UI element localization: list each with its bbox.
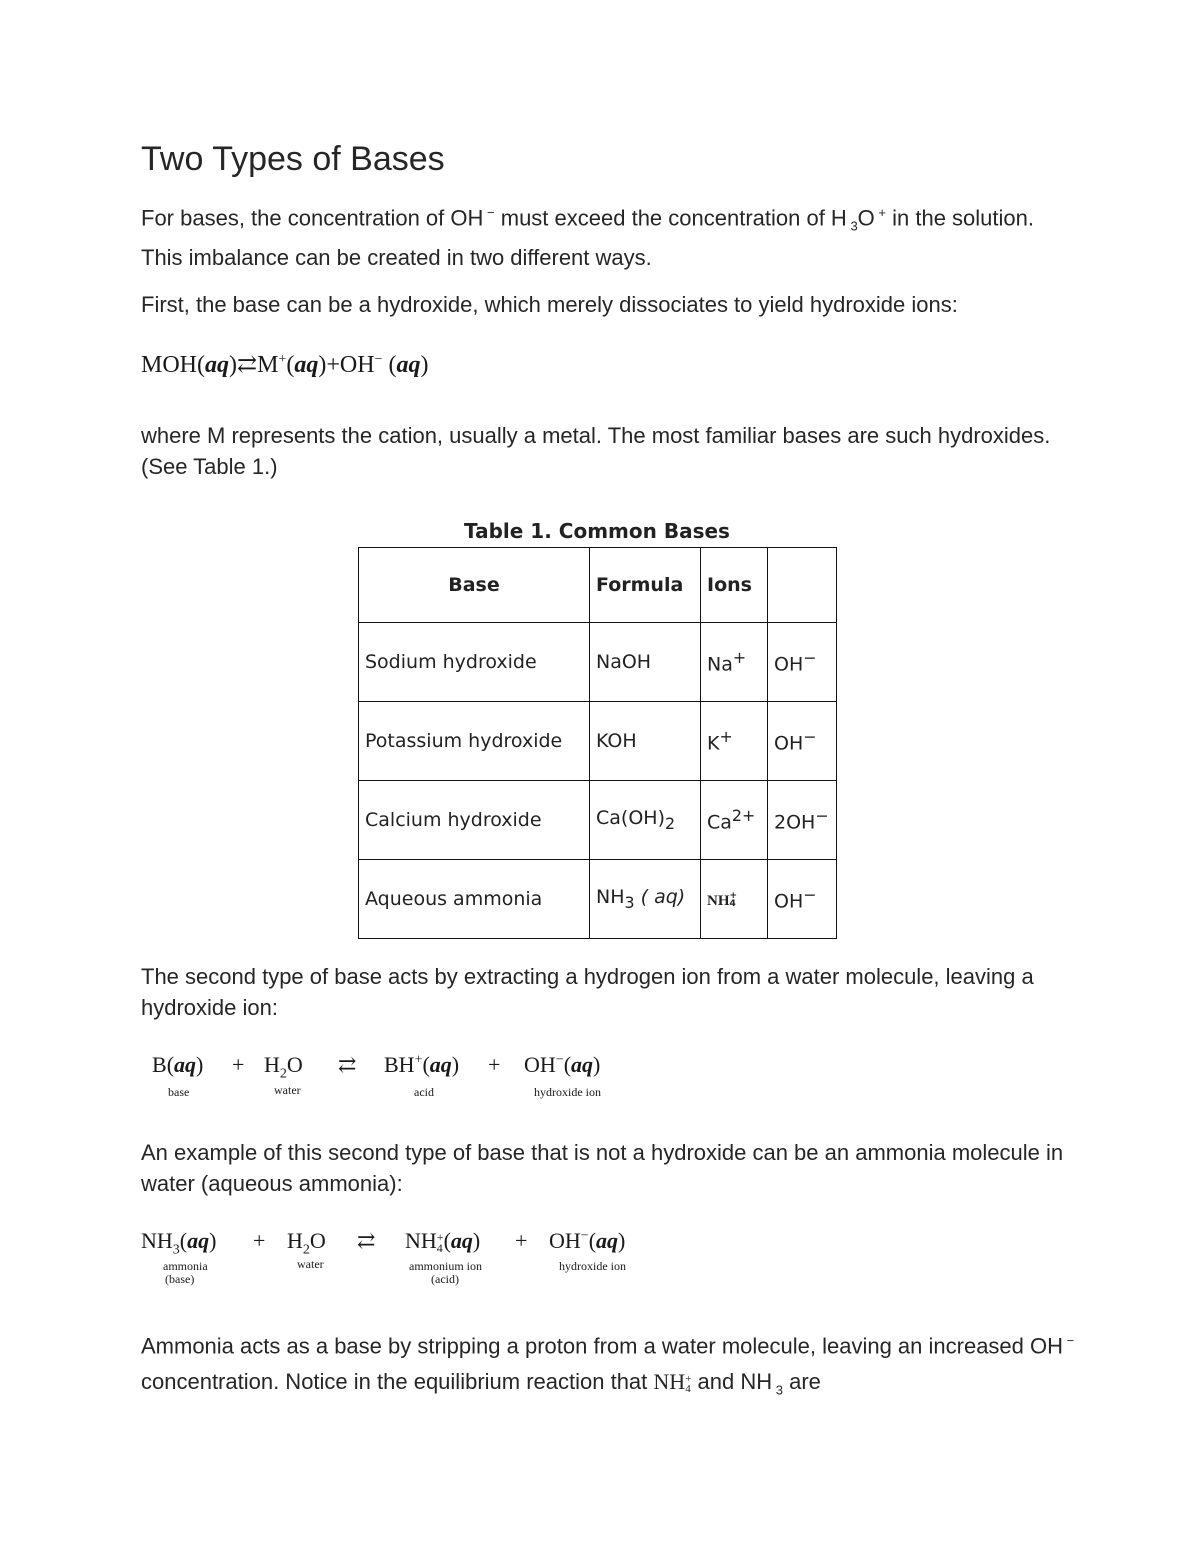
ion-sup: + [729, 890, 738, 901]
ion-sub: 4 [729, 898, 736, 909]
eq-sup: − [580, 1228, 589, 1244]
ion-text: Ca [707, 811, 732, 834]
eq-oh: OH [524, 1052, 556, 1077]
table-row [359, 623, 837, 702]
cell-formula [590, 623, 701, 702]
cell-ion1 [701, 781, 768, 860]
eq-aq: aq [396, 352, 421, 378]
eq3-oh-group: OH−(aq) [549, 1228, 626, 1253]
cell-ion2 [768, 781, 837, 860]
nh4-sub: 4 [685, 1383, 691, 1396]
table-row [359, 702, 837, 781]
eq2-b-group: B(aq) [152, 1052, 204, 1077]
text: must exceed the concentration of H [494, 205, 847, 231]
eq-aq: aq [429, 1052, 452, 1077]
table-row [359, 781, 837, 860]
eq-nh: NH [141, 1228, 173, 1253]
eq-plus: + [326, 352, 340, 378]
cell-formula [590, 702, 701, 781]
formula-text: Ca(OH) [596, 807, 665, 830]
eq-sub: 3 [172, 1242, 180, 1258]
header-empty [768, 548, 837, 623]
equation-hydroxide-dissociation: MOH(aq)⇄M+(aq)+OH− (aq) [141, 352, 429, 378]
eq2-water [264, 1052, 303, 1082]
eq-sup: + [414, 1052, 423, 1068]
eq-sup: + [278, 352, 287, 367]
label-ammonia: ammonia [163, 1259, 208, 1273]
cell-ion1 [701, 860, 768, 939]
inline-nh4 [653, 1369, 691, 1394]
table-caption: Table 1. Common Bases [464, 519, 730, 543]
eq-h: H [287, 1228, 303, 1253]
eq-sup: − [374, 352, 383, 367]
eq2-bh-group: BH+(aq) [384, 1052, 460, 1077]
label-base: (base) [165, 1272, 195, 1286]
eq-sup: − [555, 1052, 564, 1068]
nh4-sup: + [685, 1373, 692, 1386]
formula-text: KOH [596, 730, 637, 752]
eq-o: O [286, 1052, 303, 1077]
eq-plus: + [253, 1228, 266, 1253]
equilibrium-arrow-icon: ⇄ [338, 1052, 357, 1077]
eq-o: O [309, 1228, 326, 1253]
eq-sub: 2 [302, 1242, 310, 1258]
table-header-row [359, 548, 837, 623]
cell-base: Calcium hydroxide [359, 781, 590, 860]
equilibrium-arrow-icon: ⇄ [237, 352, 258, 378]
table-row [359, 860, 837, 939]
common-bases-table [358, 547, 837, 939]
formula-text: NH [596, 886, 625, 909]
cell-base: Aqueous ammonia [359, 860, 590, 939]
ion-text: OH [774, 732, 804, 755]
paragraph-second-type: The second type of base acts by extracting a hydrogen ion from a water molecule, leaving a hydroxide ion: [141, 964, 1034, 1020]
cell-ion1 [701, 623, 768, 702]
paragraph-intro [141, 197, 1081, 273]
paragraph-cation: where M represents the cation, usually a metal. The most familiar bases are such hydroxides. (See Table 1.) [141, 423, 1051, 479]
text: O [857, 205, 875, 231]
eq-aq: aq [294, 352, 319, 378]
formula-tail: ( aq) [634, 886, 686, 909]
equation-base-water [152, 1052, 632, 1102]
cell-ion2 [768, 702, 837, 781]
ion-text: NH [707, 893, 730, 909]
eq-sup: + [436, 1229, 444, 1244]
text: are [782, 1369, 821, 1395]
paragraph-first-type: First, the base can be a hydroxide, which merely dissociates to yield hydroxide ions: [141, 292, 958, 317]
ion-text: OH [774, 653, 804, 676]
label-water: water [274, 1083, 301, 1097]
formula-sub: 2 [664, 813, 676, 833]
label-ammonium-ion: ammonium ion [409, 1259, 482, 1273]
ion-sup: + [732, 648, 747, 668]
cell-base: Sodium hydroxide [359, 623, 590, 702]
cell-ion1 [701, 702, 768, 781]
ion-sup: + [719, 727, 733, 747]
header-ions: Ions [701, 548, 768, 623]
nh4-text: NH [653, 1369, 686, 1395]
ion-sup: − [803, 885, 817, 905]
cell-formula [590, 860, 701, 939]
superscript: − [483, 205, 495, 220]
eq-aq: aq [187, 1228, 210, 1253]
text: in the solution. This imbalance can be created in two different ways. [141, 205, 1034, 270]
eq3-water [287, 1228, 326, 1258]
ion-sup: − [815, 806, 829, 826]
superscript: + [874, 205, 887, 220]
eq-aq: aq [174, 1052, 197, 1077]
eq-oh: OH [549, 1228, 581, 1253]
label-acid: (acid) [431, 1272, 459, 1286]
eq-aq: aq [205, 352, 230, 378]
eq-b: B [152, 1052, 167, 1077]
eq-nh: NH [405, 1228, 437, 1253]
label-water: water [297, 1257, 324, 1271]
ion-text: OH [774, 890, 804, 913]
ion-text: 2OH [774, 811, 816, 834]
text: Ammonia acts as a base by stripping a proton from a water molecule, leaving an increased OH [141, 1333, 1064, 1359]
cell-ion2 [768, 623, 837, 702]
superscript: − [1063, 1333, 1075, 1348]
header-base: Base [359, 548, 590, 623]
header-formula: Formula [590, 548, 701, 623]
eq-plus: + [488, 1052, 501, 1077]
eq-bh: BH [384, 1052, 415, 1077]
equilibrium-arrow-icon: ⇄ [357, 1228, 376, 1253]
page-title: Two Types of Bases [141, 140, 445, 178]
eq-aq: aq [596, 1228, 619, 1253]
eq-oh: OH [339, 352, 375, 378]
ion-text: Na [707, 653, 733, 676]
eq-aq: aq [571, 1052, 594, 1077]
eq-sub: 4 [436, 1240, 443, 1255]
label-hydroxide-ion: hydroxide ion [559, 1259, 626, 1273]
ion-sup: − [803, 648, 817, 668]
label-base: base [168, 1085, 190, 1099]
text: For bases, the concentration of OH [141, 205, 484, 231]
ion-sup: − [803, 727, 817, 747]
ion-text: K [707, 732, 720, 755]
paragraph-ammonia-example: An example of this second type of base that is not a hydroxide can be an ammonia molecule in water (aqueous ammonia): [141, 1140, 1064, 1196]
eq-moh: MOH [141, 352, 198, 378]
ion-scripts [730, 892, 738, 908]
text: concentration. Notice in the equilibrium reaction that [141, 1369, 654, 1395]
formula-sub: 3 [624, 892, 635, 912]
eq-h: H [264, 1052, 280, 1077]
cell-base: Potassium hydroxide [359, 702, 590, 781]
eq-scripts [436, 1229, 444, 1255]
cell-ion2 [768, 860, 837, 939]
ion-sup: 2+ [731, 806, 756, 826]
eq2-oh-group: OH−(aq) [524, 1052, 601, 1077]
label-acid: acid [414, 1085, 434, 1099]
paragraph-ammonia-conclusion [141, 1323, 1081, 1409]
text: and NH [691, 1369, 773, 1395]
eq-plus: + [515, 1228, 528, 1253]
eq3-nh4-group: NH+ 4(aq) [405, 1228, 481, 1255]
cell-formula [590, 781, 701, 860]
formula-text: NaOH [596, 651, 652, 673]
subscript: 3 [772, 1382, 783, 1398]
subscript: 3 [846, 218, 858, 234]
eq-aq: aq [450, 1228, 473, 1253]
equation-ammonia-water [141, 1228, 661, 1292]
label-hydroxide-ion: hydroxide ion [534, 1085, 601, 1099]
eq-sub: 2 [279, 1066, 287, 1082]
eq-plus: + [232, 1052, 245, 1077]
eq-m: M [257, 352, 279, 378]
eq3-nh3-group: $NH_3(aq)$ [141, 1228, 217, 1258]
